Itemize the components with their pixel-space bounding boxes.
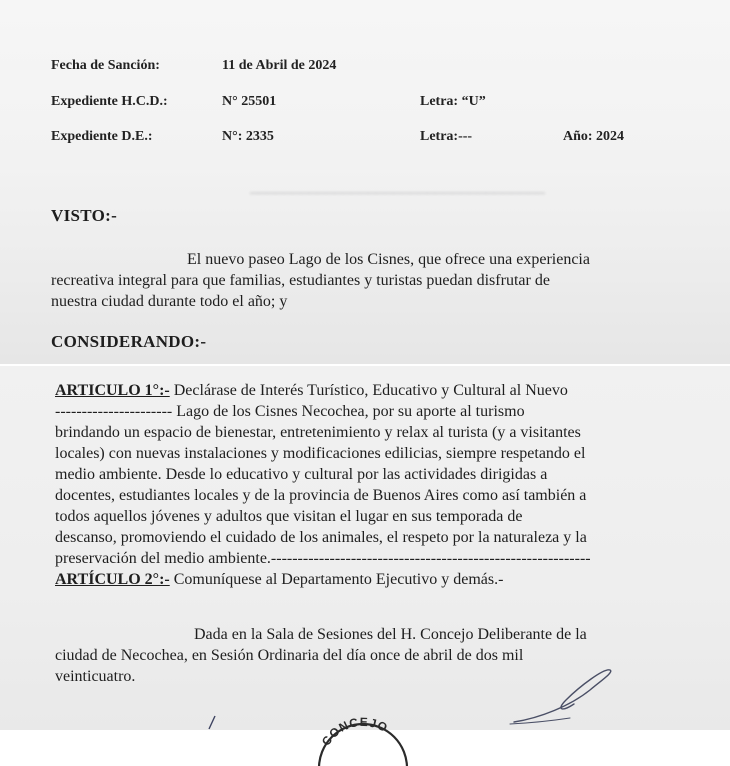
fecha-value: 11 de Abril de 2024 — [222, 58, 337, 73]
document-page-top — [0, 0, 730, 364]
council-seal-icon — [315, 706, 411, 766]
hcd-label: Expediente H.C.D.: — [51, 94, 168, 109]
closing-line: Dada en la Sala de Sesiones del H. Concejo Deliberante de la — [194, 626, 587, 643]
visto-title: VISTO:- — [51, 206, 118, 225]
visto-line: nuestra ciudad durante todo el año; y — [51, 293, 288, 310]
de-label: Expediente D.E.: — [51, 129, 153, 144]
fecha-label: Fecha de Sanción: — [51, 58, 160, 73]
articulo1-paragraph — [55, 380, 653, 590]
articulo1-line: Declárase de Interés Turístico, Educativo y Cultural al Nuevo — [173, 382, 568, 399]
articulo1-line: todos aquellos jóvenes y adultos que visitan el lugar en sus temporada de — [55, 508, 523, 525]
visto-paragraph — [51, 249, 673, 312]
de-anio: Año: 2024 — [563, 129, 625, 144]
closing-line: veinticuatro. — [55, 668, 136, 685]
de-value: N°: 2335 — [222, 129, 274, 144]
articulo1-line: medio ambiente. Desde lo educativo y cultural por las actividades dirigidas a — [55, 466, 548, 483]
articulo1-line: locales) con nuevas instalaciones y modificaciones edilicias, siempre respetando el — [55, 445, 586, 462]
articulo2-label: ARTÍCULO 2°:- — [55, 571, 170, 588]
considerando-title: CONSIDERANDO:- — [51, 332, 207, 351]
hcd-value: N° 25501 — [222, 94, 277, 109]
hcd-letra: Letra: “U” — [420, 94, 486, 109]
articulo1-line: preservación del medio ambiente.------------------------------------------------------------ — [55, 550, 591, 567]
articulo1-line: descanso, promoviendo el cuidado de los animales, el respeto por la naturaleza y la — [55, 529, 587, 546]
articulo1-line: brindando un espacio de bienestar, entretenimiento y relax al turista (y a visitantes — [55, 424, 581, 441]
seal-text: CONCEJO — [318, 714, 391, 749]
visto-line: El nuevo paseo Lago de los Cisnes, que ofrece una experiencia — [187, 251, 590, 268]
bleed-through-text: ━━━━━━━━━━━━━━━━━━━━━━━━━━━━━━━━━━━ — [250, 187, 546, 202]
document-page-bottom — [0, 366, 730, 749]
articulo1-label: ARTICULO 1°:- — [55, 382, 170, 399]
pen-mark-icon — [205, 714, 221, 730]
signature-stroke-icon — [510, 666, 620, 726]
svg-text:CONCEJO — [319, 715, 391, 748]
articulo1-line: ---------------------- Lago de los Cisnes Necochea, por su aporte al turismo — [55, 403, 525, 420]
visto-line: recreativa integral para que familias, estudiantes y turistas puedan disfrutar de — [51, 272, 550, 289]
closing-line: ciudad de Necochea, en Sesión Ordinaria del día once de abril de dos mil — [55, 647, 524, 664]
articulo1-line: docentes, estudiantes locales y de la provincia de Buenos Aires como así también a — [55, 487, 587, 504]
articulo2-text: Comuníquese al Departamento Ejecutivo y demás.- — [173, 571, 504, 588]
de-letra: Letra:--- — [420, 129, 473, 144]
